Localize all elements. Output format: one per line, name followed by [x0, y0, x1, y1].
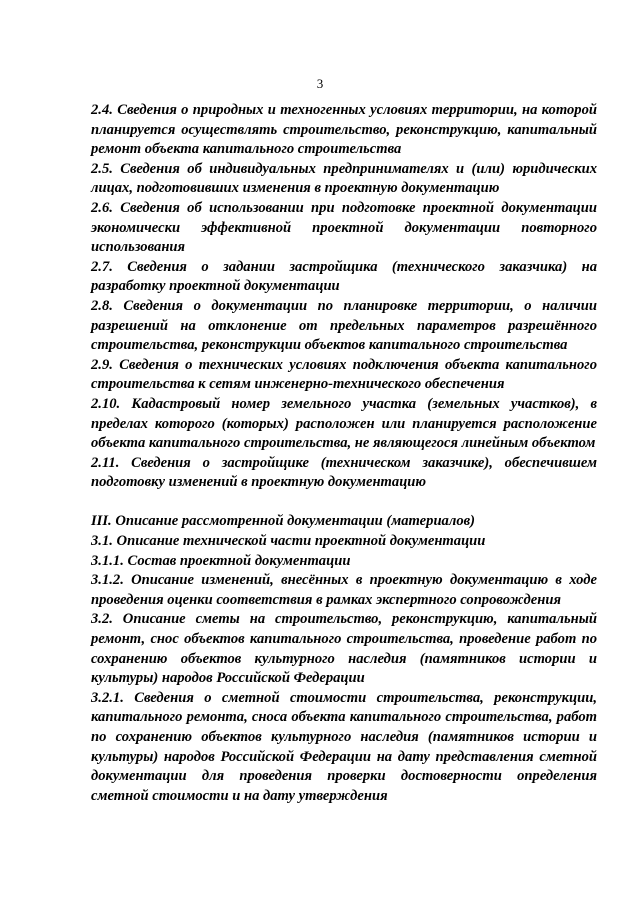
section-3-2: 3.2. Описание сметы на строительство, реконструкцию, капитальный ремонт, снос объектов капитального строительства, проведение работ по сохранению объектов культурного наследия (памятников истории и культуры) народов Российской Федерации: [91, 611, 597, 687]
document-content: [91, 101, 597, 806]
page-number: 3: [316, 76, 324, 91]
section-2-6: 2.6. Сведения об использовании при подготовке проектной документации экономически эффективной проектной документации повторного использования: [91, 199, 597, 256]
section-3-heading: III. Описание рассмотренной документации (материалов): [91, 513, 476, 530]
section-2-4: 2.4. Сведения о природных и техногенных условиях территории, на которой планируется осуществлять строительство, реконструкцию, капитальный ремонт объекта капитального строительства: [91, 102, 597, 158]
section-2-9: 2.9. Сведения о технических условиях подключения объекта капитального строительства к сетям инженерно-технического обеспечения: [91, 356, 597, 393]
section-3-2-1: 3.2.1. Сведения о сметной стоимости строительства, реконструкции, капитального ремонта, сноса объекта капитального строительства, работ по сохранению объектов культурного наследия (памятников истории и культуры) народов Российской Федерации на дату представления сметной документации для проведения проверки достоверности определения сметной стоимости и на дату утверждения: [91, 689, 597, 804]
section-2-5: 2.5. Сведения об индивидуальных предпринимателях и (или) юридических лицах, подготовивших изменения в проектную документацию: [91, 160, 597, 197]
section-3-1-2: 3.1.2. Описание изменений, внесённых в проектную документацию в ходе проведения оценки соответствия в рамках экспертного сопровождения: [91, 572, 597, 608]
section-3-1-1: 3.1.1. Состав проектной документации: [91, 552, 351, 569]
section-2-8: 2.8. Сведения о документации по планировке территории, о наличии разрешений на отклонение от предельных параметров разрешённого строительства, реконструкции объектов капитального строительства: [91, 297, 597, 354]
section-3-1: 3.1. Описание технической части проектной документации: [91, 533, 486, 550]
section-spacer: [91, 493, 597, 513]
section-2-10: 2.10. Кадастровый номер земельного участка (земельных участков), в пределах которого (которых) расположен или планируется расположение объекта капитального строительства, не являющегося линейным объектом: [91, 395, 597, 452]
section-2-11: 2.11. Сведения о застройщике (техническом заказчике), обеспечившем подготовку изменений в проектную документацию: [91, 454, 597, 491]
section-2-7: 2.7. Сведения о задании застройщика (технического заказчика) на разработку проектной документации: [91, 258, 597, 295]
